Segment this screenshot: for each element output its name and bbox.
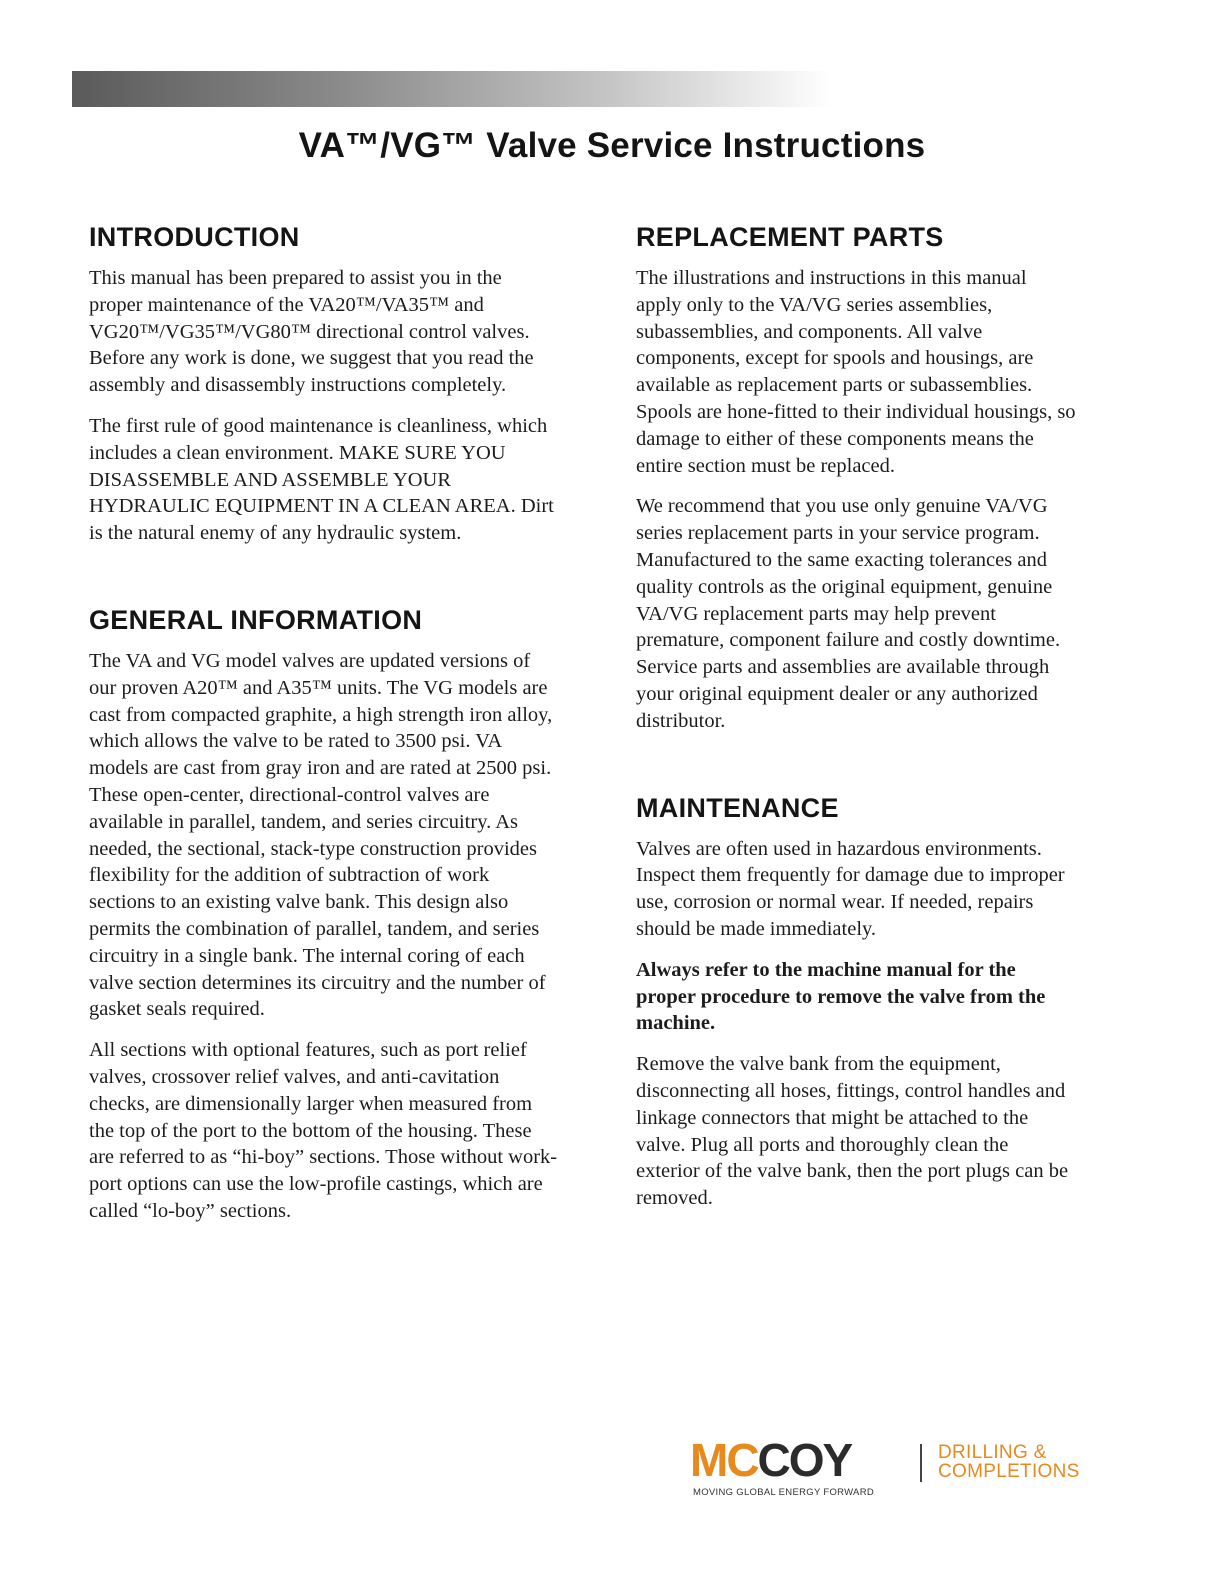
right-column [636,222,1076,1270]
left-column [89,222,559,1283]
replacement-parts-heading: REPLACEMENT PARTS [636,222,944,252]
logo-division [938,1443,1080,1481]
introduction-paragraph-2: The first rule of good maintenance is cleanliness, which includes a clean environment. MAKE SURE YOU DISASSEMBLE AND ASSEMBLE YOUR HYDRAULIC EQUIPMENT IN A CLEAN AREA. Dirt is the natural enemy of any hydraulic system. [89,414,554,545]
maintenance-section [636,793,1076,1212]
replacement-parts-paragraph-2: We recommend that you use only genuine VA/VG series replacement parts in your service program. Manufactured to the same exacting tolerances and quality controls as the original equipment, genuine VA/VG replacement parts may help prevent premature, component failure and costly downtime. Service parts and assemblies are available through your original equipment dealer or any authorized distributor. [636,495,1061,732]
maintenance-heading: MAINTENANCE [636,792,839,823]
logo-division-line-1: DRILLING & [938,1442,1047,1463]
introduction-paragraph-1: This manual has been prepared to assist you in the proper maintenance of the VA20™/VA35™ and VG20™/VG35™/VG80™ directional control valves. Before any work is done, we suggest that you read the assembly and disassembly instructions completely. [89,267,534,397]
general-information-paragraph-2: All sections with optional features, such as port relief valves, crossover relief valves, and anti-cavitation checks, are dimensionally larger when measured from the top of the port to the bottom of the housing. These are referred to as “hi-boy” sections. Those without work-port options can use the low-profile castings, which are called “lo-boy” sections. [89,1039,558,1222]
general-information-paragraph-1: The VA and VG model valves are updated versions of our proven A20™ and A35™ units. The VG models are cast from compacted graphite, a high strength iron alloy, which allows the valve to be rated to 3500 psi. VA models are cast from gray iron and are rated at 2500 psi. These open-center, directional-control valves are available in parallel, tandem, and series circuitry. As needed, the sectional, stack-type construction provides flexibility for the addition of subtraction of work sections to an existing valve bank. This design also permits the combination of parallel, tandem, and series circuitry in a single bank. The internal coring of each valve section determines its circuitry and the number of gasket seals required. [89,649,553,1021]
replacement-parts-section [636,222,1076,735]
maintenance-paragraph-final: Remove the valve bank from the equipment, disconnecting all hoses, fittings, control handles and linkage connectors that might be attached to the valve. Plug all ports and thoroughly clean the exterior of the valve bank, then the port plugs can be removed. [636,1053,1069,1210]
logo-wordmark [690,1434,852,1486]
logo-tagline: MOVING GLOBAL ENERGY FORWARD [693,1487,875,1498]
general-information-heading: GENERAL INFORMATION [89,604,423,635]
introduction-section [89,222,559,547]
logo-division-line-2: COMPLETIONS [938,1461,1080,1482]
page-title: VA™/VG™ Valve Service Instructions [298,126,926,165]
header-gradient-bar [72,71,832,107]
logo-wordmark-coy: COY [757,1434,852,1486]
replacement-parts-paragraph-1: The illustrations and instructions in this manual apply only to the VA/VG series assemblies, subassemblies, and components. All valve components, except for spools and housings, are available as replacement parts or subassemblies. Spools are hone-fitted to their individual housings, so damage to either of these components means the entire section must be replaced. [636,267,1076,477]
logo-wordmark-mc: MC [690,1434,758,1486]
introduction-heading: INTRODUCTION [89,222,300,252]
maintenance-paragraph-1: Valves are often used in hazardous environments. Inspect them frequently for damage due to improper use, corrosion or normal wear. If needed, repairs should be made immediately. [636,837,1065,940]
mccoy-logo [690,1434,1090,1500]
maintenance-warning-paragraph: Always refer to the machine manual for the proper procedure to remove the valve from the machine. [636,958,1046,1035]
general-information-section [89,605,559,1225]
logo-divider [920,1444,922,1482]
